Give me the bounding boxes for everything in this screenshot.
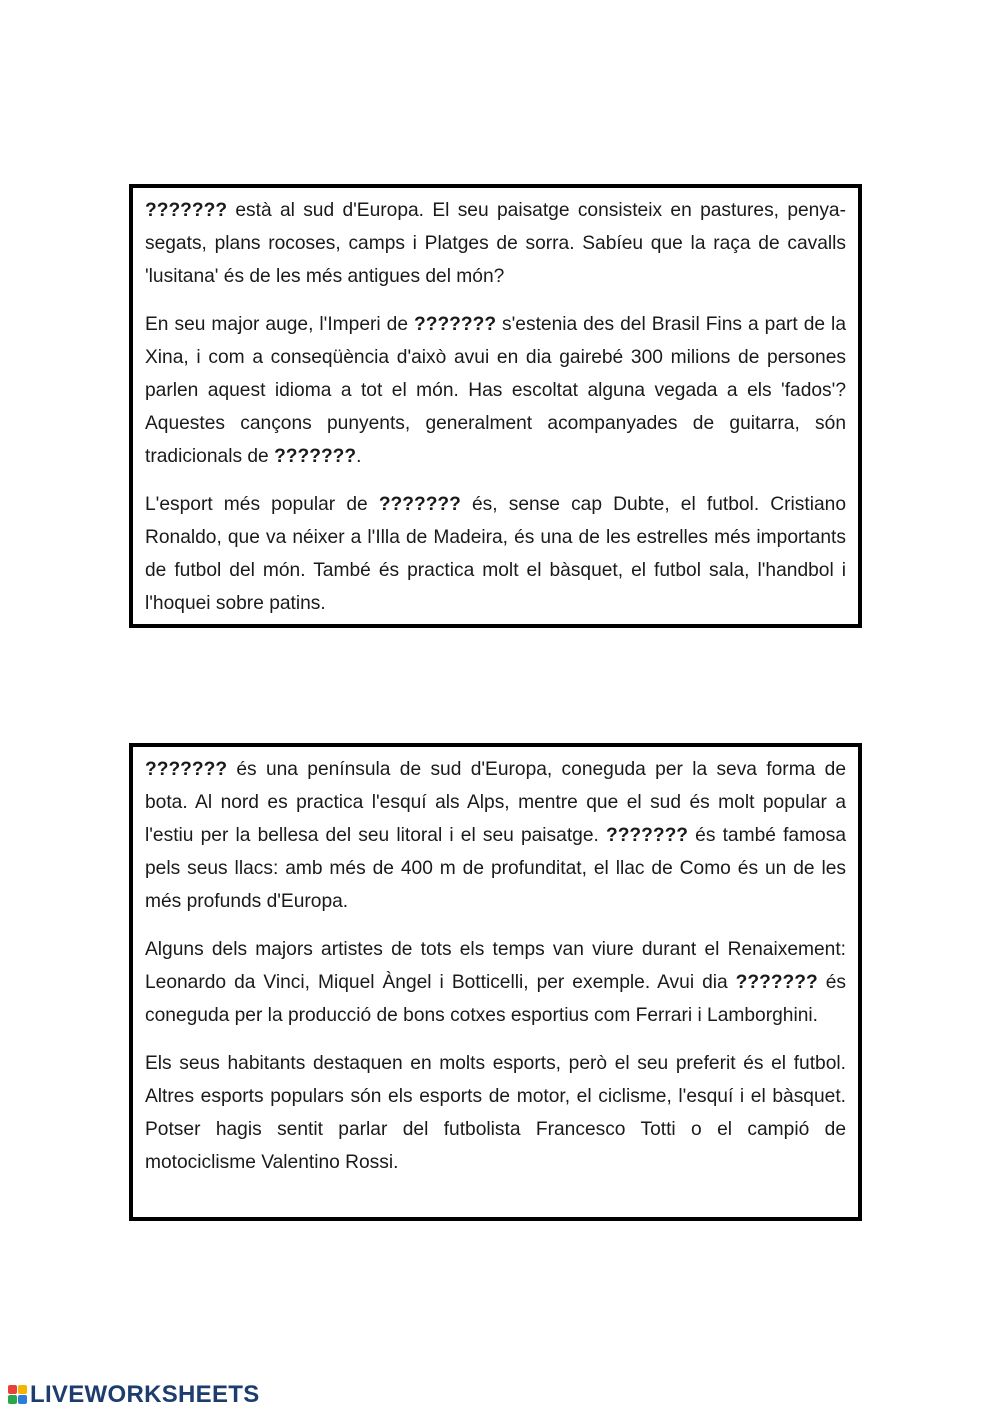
paragraph-text: Els seus habitants destaquen en molts esports, però el seu preferit és el futbol. Altres esports populars són els esports de motor, el ciclisme, l'esquí i el bàsquet. Potser hagis sentit parlar del futbolista Francesco Totti o el campió de motociclisme Valentino Rossi. — [145, 1053, 846, 1173]
paragraph-text: és una península de sud d'Europa, coneguda per la seva forma de bota. Al nord es practica l'esquí als Alps, mentre que el sud és molt popular a l'estiu per la bellesa del seu litoral i el seu paisatge. — [145, 759, 846, 846]
text-card-italy — [129, 743, 862, 1221]
hidden-country-blank: ??????? — [605, 825, 689, 846]
card-paragraph — [145, 194, 846, 293]
hidden-country-blank: ??????? — [274, 446, 357, 467]
hidden-country-blank: ??????? — [378, 494, 461, 515]
liveworksheets-logo-text: LIVEWORKSHEETS — [30, 1381, 260, 1408]
hidden-country-blank: ??????? — [145, 759, 228, 780]
card-paragraph — [145, 933, 846, 1032]
hidden-country-blank: ??????? — [145, 200, 228, 221]
paragraph-text: s'estenia des del Brasil Fins a part de la Xina, i com a conseqüència d'això avui en dia gairebé 300 milions de persones parlen aquest idioma a tot el món. Has escoltat alguna vegada a els 'fados'? Aquestes cançons punyents, generalment acompanyades de guitarra, són tradicionals de — [145, 314, 846, 467]
paragraph-text: . — [356, 446, 362, 467]
liveworksheets-logo-icon — [8, 1385, 28, 1405]
card-paragraph — [145, 1047, 846, 1179]
card-paragraph — [145, 488, 846, 620]
hidden-country-blank: ??????? — [414, 314, 497, 335]
card-paragraph — [145, 753, 846, 918]
liveworksheets-logo[interactable] — [8, 1380, 260, 1410]
paragraph-text: és també famosa pels seus llacs: amb més de 400 m de profunditat, el llac de Como és un de les més profunds d'Europa. — [145, 825, 846, 912]
paragraph-text: és, sense cap Dubte, el futbol. Cristiano Ronaldo, que va néixer a l'Illa de Madeira, és una de les estrelles més importants de futbol del món. També és practica molt el bàsquet, el futbol sala, l'handbol i l'hoquei sobre patins. — [145, 494, 846, 614]
card-paragraph — [145, 308, 846, 473]
paragraph-text: és coneguda per la producció de bons cotxes esportius com Ferrari i Lamborghini. — [145, 972, 846, 1026]
text-card-portugal — [129, 184, 862, 628]
paragraph-text: L'esport més popular de — [145, 494, 379, 515]
paragraph-text: Alguns dels majors artistes de tots els temps van viure durant el Renaixement: Leonardo da Vinci, Miquel Àngel i Botticelli, per exemple. Avui dia — [145, 939, 846, 993]
paragraph-text: està al sud d'Europa. El seu paisatge consisteix en pastures, penya-segats, plans rocoses, camps i Platges de sorra. Sabíeu que la raça de cavalls 'lusitana' és de les més antigues del món? — [145, 200, 846, 287]
paragraph-text: En seu major auge, l'Imperi de — [145, 314, 414, 335]
hidden-country-blank: ??????? — [735, 972, 818, 993]
